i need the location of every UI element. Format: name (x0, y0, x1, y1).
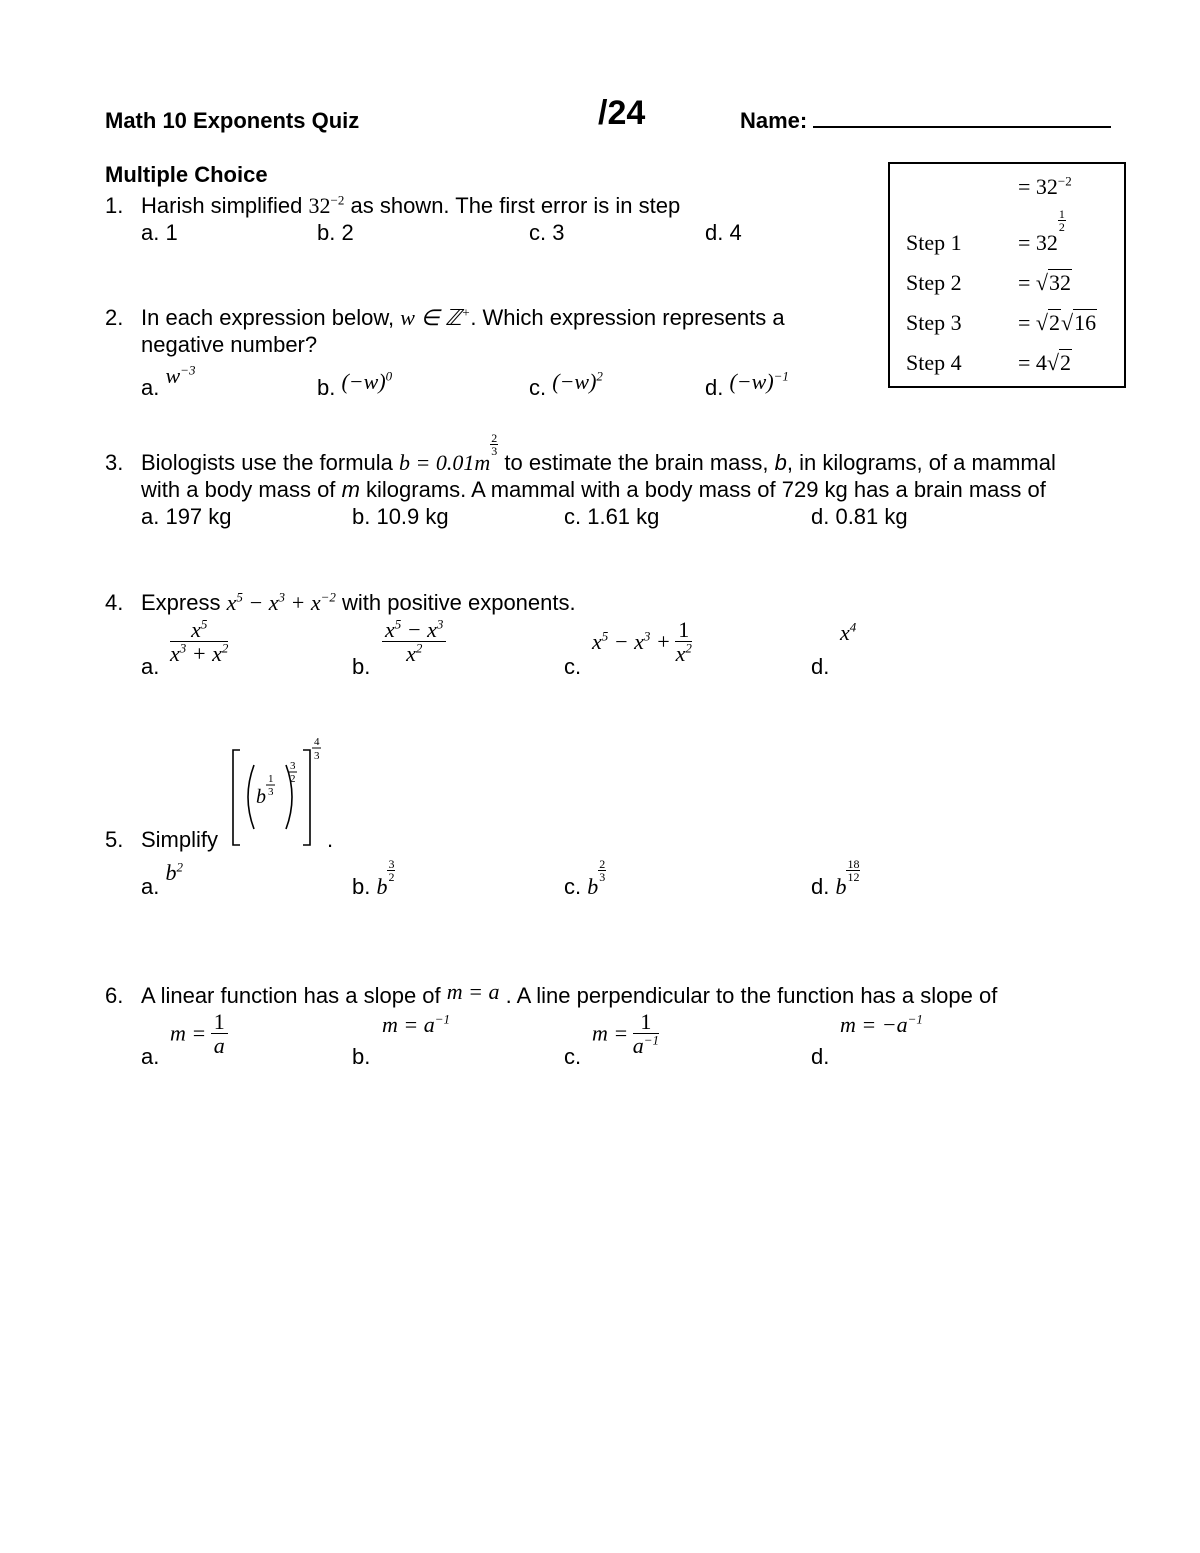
q5-option-b[interactable]: b. b $\frac{3}{2}$ (352, 857, 395, 899)
q5-nested-expression (228, 735, 338, 855)
question-3-stem-line2: with a body mass of m kilograms. A mammal with a body mass of 729 kg has a brain mass of (141, 477, 1046, 502)
q6-option-a-label[interactable]: a. (141, 1044, 160, 1069)
outer-bracket-right (303, 750, 310, 845)
question-2-stem-line2: negative number? (141, 332, 318, 357)
question-6-stem: A linear function has a slope of m = a . A line perpendicular to the function has a slope of (141, 979, 998, 1008)
q3-option-b[interactable]: b. 10.9 kg (352, 504, 449, 529)
q5-inner-exp-num: 1 (268, 773, 274, 785)
question-4-number: 4. (105, 590, 124, 615)
q1-option-b[interactable]: b. 2 (317, 220, 354, 245)
q2-option-b[interactable]: b. $(-w)^0$ (317, 368, 393, 400)
question-4-stem: Express $x^5 - x^3 + x^{-2}$ with positive exponents. (141, 589, 576, 615)
q5-mid-exp-den: 2 (290, 773, 296, 785)
q4-option-a-label[interactable]: a. (141, 654, 160, 679)
steps-box: = $32^{-2}$ Step 1 = 32 $\frac{1}{2}$ Step 2 = √32 Step 3 = √2√16 Step 4 = 4√2 (888, 162, 1126, 388)
q3-option-a[interactable]: a. 197 kg (141, 504, 232, 529)
q4-expression: $x^5 - x^3 + x^{-2}$ (226, 589, 336, 615)
section-heading: Multiple Choice (105, 162, 268, 187)
question-3-number: 3. (105, 450, 124, 475)
q5-option-a[interactable]: a. $b^2$ (141, 859, 183, 899)
q1-option-d[interactable]: d. 4 (705, 220, 742, 245)
q1-option-c[interactable]: c. 3 (529, 220, 565, 245)
question-5-stem: Simplify (141, 827, 219, 852)
q4-option-d-expr[interactable]: $x^4$ (840, 619, 857, 645)
q5-inner-exp-den: 3 (268, 786, 274, 798)
step-2-label: Step 2 (906, 270, 962, 295)
inner-paren-left (248, 765, 254, 829)
q5-mid-exp-num: 3 (290, 760, 296, 772)
q4-option-c-expr[interactable]: $x^5 - x^3$ + $\frac{1}{x^2}$ (592, 617, 692, 667)
q6-option-c-label[interactable]: c. (564, 1044, 582, 1069)
q6-option-b-expr[interactable]: $m = a^{-1}$ (382, 1011, 451, 1037)
question-5-number: 5. (105, 827, 124, 852)
step-3-label: Step 3 (906, 310, 962, 335)
q4-option-d-label[interactable]: d. (811, 654, 830, 679)
q4-option-b-label[interactable]: b. (352, 654, 371, 679)
q6-option-b-label[interactable]: b. (352, 1044, 371, 1069)
question-2-stem: In each expression below, w ∈ ℤ+. Which expression represents a (141, 304, 785, 330)
sqrt-symbol: √32 (1035, 270, 1071, 295)
question-6-number: 6. (105, 983, 124, 1008)
q6-option-d-expr[interactable]: $m = -a^{-1}$ (840, 1011, 923, 1037)
question-3-stem: Biologists use the formula b = 0.01m $\frac{2}{3}$ to estimate the brain mass, b, in kilograms, of a mammal (141, 431, 1056, 475)
q4-option-c-label[interactable]: c. (564, 654, 582, 679)
q3-option-d[interactable]: d. 0.81 kg (811, 504, 908, 529)
q5-base-b: b (256, 786, 266, 808)
question-1-number: 1. (105, 193, 124, 218)
name-label: Name: (740, 108, 808, 133)
question-1-stem: Harish simplified $32^{-2}$ as shown. The first error is in step (141, 192, 681, 218)
q5-option-d[interactable]: d. b $\frac{18}{12}$ (811, 857, 860, 899)
name-blank-line[interactable] (813, 108, 1111, 128)
q5-outer-exp-den: 3 (314, 750, 320, 762)
q5-option-c[interactable]: c. b $\frac{2}{3}$ (564, 857, 606, 899)
q6-option-c-expr[interactable]: m = $\frac{1}{a^{-1}}$ (592, 1009, 659, 1059)
q5-period: . (327, 827, 334, 852)
q1-option-a[interactable]: a. 1 (141, 220, 178, 245)
q6-option-d-label[interactable]: d. (811, 1044, 830, 1069)
q6-option-a-expr[interactable]: m = $\frac{1}{a}$ (170, 1010, 228, 1057)
q5-outer-exp-num: 4 (314, 736, 320, 748)
q3-option-c[interactable]: c. 1.61 kg (564, 504, 660, 529)
step-1-label: Step 1 (906, 230, 962, 255)
q2-option-d[interactable]: d. $(-w)^{-1}$ (705, 368, 789, 400)
brain-mass-formula: b = 0.01m $\frac{2}{3}$ (399, 431, 498, 475)
q4-option-b-expr[interactable]: $\frac{x^5 - x^3}{x^2}$ (382, 618, 446, 665)
q2-option-a[interactable]: a. $w^{-3}$ (141, 362, 196, 400)
q4-option-a-expr[interactable]: $\frac{x^5}{x^3 + x^2}$ (170, 616, 229, 667)
name-field[interactable] (740, 108, 1111, 134)
question-2-number: 2. (105, 305, 124, 330)
quiz-title: Math 10 Exponents Quiz (105, 108, 360, 133)
step-4-label: Step 4 (906, 350, 962, 375)
q2-option-c[interactable]: c. $(-w)^2$ (529, 368, 603, 400)
score-total: /24 (598, 94, 646, 132)
outer-bracket-left (233, 750, 240, 845)
